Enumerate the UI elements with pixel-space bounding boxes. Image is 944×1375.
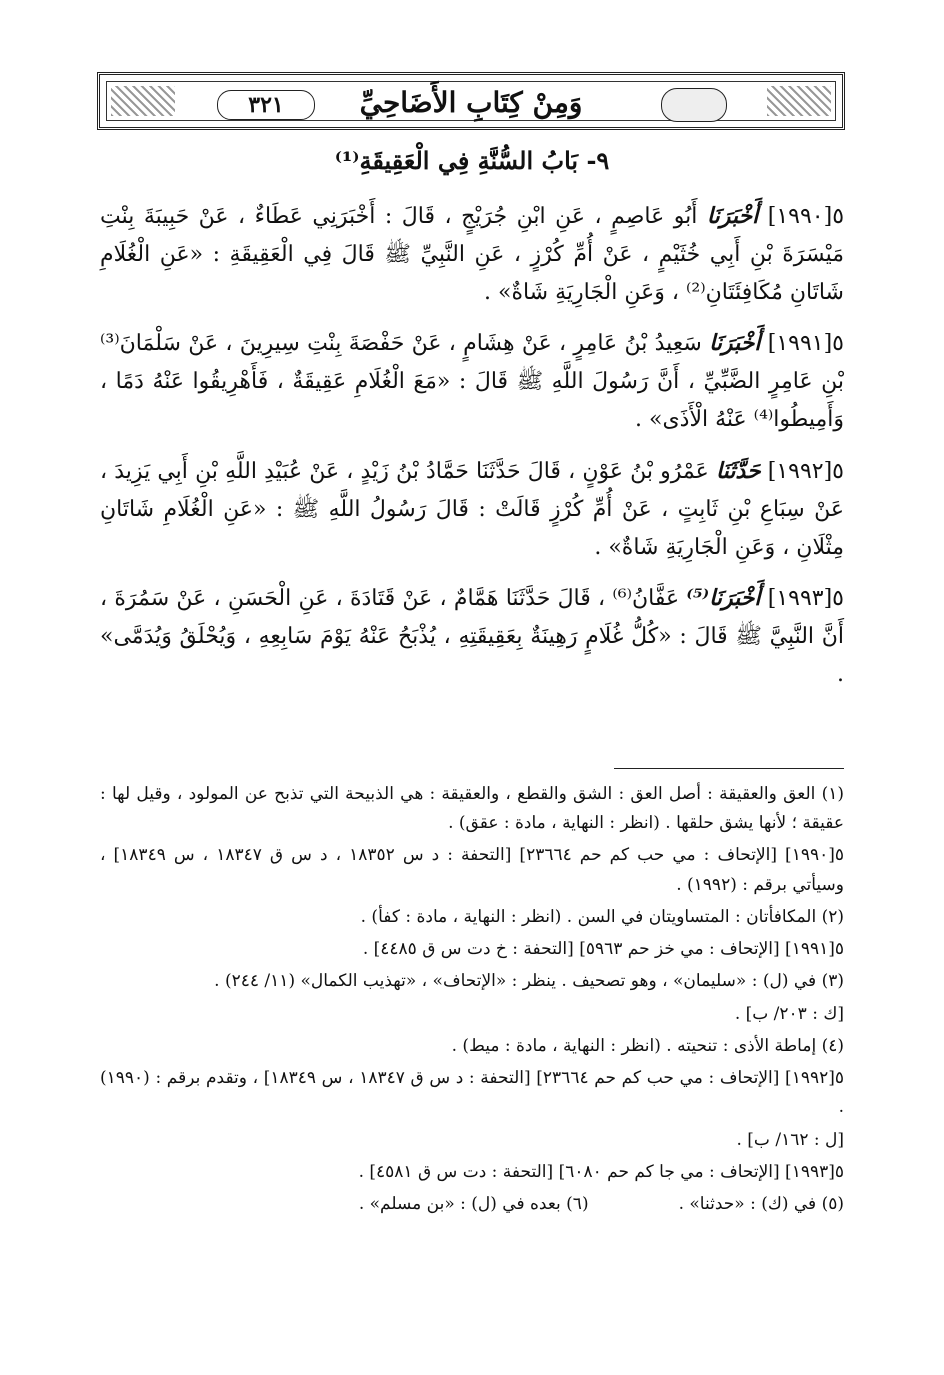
footnote-5: (٥) في (ك) : «حدثنا» . (678, 1194, 844, 1215)
footnote-last-row (100, 1190, 844, 1219)
chapter-title: ٩- بَابُ السُّنَّةِ فِي الْعَقِيقَةِ⁽¹⁾ (334, 146, 610, 175)
hadith-number: ٥[١٩٩٢] (767, 458, 844, 484)
footnote-ref-1991: ٥[١٩٩١] [الإتحاف : مي خز حم ٥٩٦٣] [التحفة : خ دت س ق ٤٤٨٥] . (362, 939, 844, 960)
narration-verb: أَخْبَرَنَا (709, 330, 761, 357)
narration-verb: أَخْبَرَنَا (706, 203, 759, 229)
hadith-1991 (100, 325, 844, 438)
folio-marker-l: [ل : ١٦٢/ ب] . (736, 1129, 844, 1150)
hadith-text: سَعِيدُ بْنُ عَامِرٍ ، عَنْ هِشَامٍ ، عَنْ حَفْصَةَ بِنْتِ سِيرِينَ ، عَنْ سَلْمَانَ⁽³⁾ بْنِ عَامِرٍ الضَّبِّيِّ ، أَنَّ رَسُولَ اللَّهِ ﷺ قَالَ : «مَعَ الْغُلَامِ عَقِيقَةٌ ، فَأَهْرِيقُوا عَنْهُ دَمًا ، وَأَمِيطُوا⁽⁴⁾ عَنْهُ الْأَذَى» . (100, 331, 844, 433)
hadith-text: عَفَّانُ⁽⁶⁾ ، قَالَ حَدَّثَنَا هَمَّامٌ ، عَنْ قَتَادَةَ ، عَنِ الْحَسَنِ ، عَنْ سَمُرَةَ ، أَنَّ النَّبِيَّ ﷺ قَالَ : «كُلُّ غُلَامٍ رَهِينَةٌ بِعَقِيقَتِهِ ، يُذْبَحُ عَنْهُ يَوْمَ سَابِعِهِ ، وَيُحْلَقُ وَيُدَمَّى» . (100, 586, 844, 688)
hadith-1993 (100, 580, 844, 693)
footnote-4: (٤) إماطة الأذى : تنحيته . (انظر : النهاية ، مادة : ميط) . (451, 1035, 844, 1056)
header-inner-border (106, 81, 836, 121)
narration-verb: أَخْبَرَنَا⁽⁵⁾ (686, 585, 761, 612)
hadith-1992 (100, 453, 844, 566)
footnote-divider (614, 768, 844, 769)
hadith-number: ٥[١٩٩١] (767, 331, 844, 357)
narration-verb: حَدَّثَنَا (715, 457, 761, 484)
footnote-6: (٦) بعده في (ل) : «بن مسلم» . (358, 1194, 589, 1215)
hadith-body (100, 198, 844, 708)
footnote-2: (٢) المكافأتان : المتساويتان في السن . (انظر : النهاية ، مادة : كفأ) . (360, 906, 844, 927)
running-title: وَمِنْ كِتَابِ الأَضَاحِيِّ (359, 86, 583, 119)
footnote-ref-1990: ٥[١٩٩٠] [الإتحاف : مي حب كم حم ٢٣٦٦٤] [التحفة : د س ١٨٣٥٢ ، د س ق ١٨٣٤٧ ، س ١٨٣٤٩] ، وسيأتي برقم : (١٩٩٢) . (100, 845, 844, 895)
footnote-1: (١) العق والعقيقة : أصل العق : الشق والقطع ، والعقيقة : هي الذبيحة التي تذبح عن المولود ، وقيل لها : عقيقة ؛ لأنها يشق حلقها . (انظر : النهاية ، مادة : عقق) . (100, 784, 844, 834)
footnotes (100, 780, 844, 1222)
hadith-1990 (100, 198, 844, 311)
hadith-text: عَمْرُو بْنُ عَوْنٍ ، قَالَ حَدَّثَنَا حَمَّادُ بْنُ زَيْدٍ ، عَنْ عُبَيْدِ اللَّهِ بْنِ أَبِي يَزِيدَ ، عَنْ سِبَاعِ بْنِ ثَابِتٍ ، عَنْ أُمِّ كُرْزٍ قَالَتْ : قَالَ رَسُولُ اللَّهِ ﷺ : «عَنِ الْغُلَامِ شَاتَانِ مِثْلَانِ ، وَعَنِ الْجَارِيَةِ شَاةٌ» . (100, 458, 844, 560)
hadith-text: أَبُو عَاصِمٍ ، عَنِ ابْنِ جُرَيْجٍ ، قَالَ : أَخْبَرَنِي عَطَاءٌ ، عَنْ حَبِيبَةَ بِنْتِ مَيْسَرَةَ بْنِ أَبِي خُثَيْمٍ ، عَنْ أُمِّ كُرْزٍ ، عَنِ النَّبِيِّ ﷺ قَالَ فِي الْعَقِيقَةِ : «عَنِ الْغُلَامِ شَاتَانِ مُكَافِئَتَانِ⁽²⁾ ، وَعَنِ الْجَارِيَةِ شَاةٌ» . (100, 204, 844, 305)
footnote-ref-1992: ٥[١٩٩٢] [الإتحاف : مي حب كم حم ٢٣٦٦٤] [التحفة : د س ق ١٨٣٤٧ ، س ١٨٣٤٩] ، وتقدم برقم : (١٩٩٠) . (100, 1068, 844, 1118)
ornament-right (767, 86, 831, 116)
page-number: ٣٢١ (217, 90, 315, 120)
ornament-left (111, 86, 175, 116)
folio-marker-k: [ك : ٢٠٣/ ب] . (734, 1003, 844, 1024)
hadith-number: ٥[١٩٩٠] (767, 204, 845, 229)
running-header (97, 72, 845, 130)
footnote-ref-1993: ٥[١٩٩٣] [الإتحاف : مي جا كم حم ٦٠٨٠] [التحفة : دت س ق ٤٥٨١] . (358, 1161, 844, 1182)
footnote-3: (٣) في (ل) : «سليمان» ، وهو تصحيف . ينظر : «الإتحاف» ، «تهذيب الكمال» (١١/ ٢٤٤) . (214, 971, 844, 992)
publisher-seal-logo (661, 88, 727, 122)
hadith-number: ٥[١٩٩٣] (767, 586, 844, 612)
